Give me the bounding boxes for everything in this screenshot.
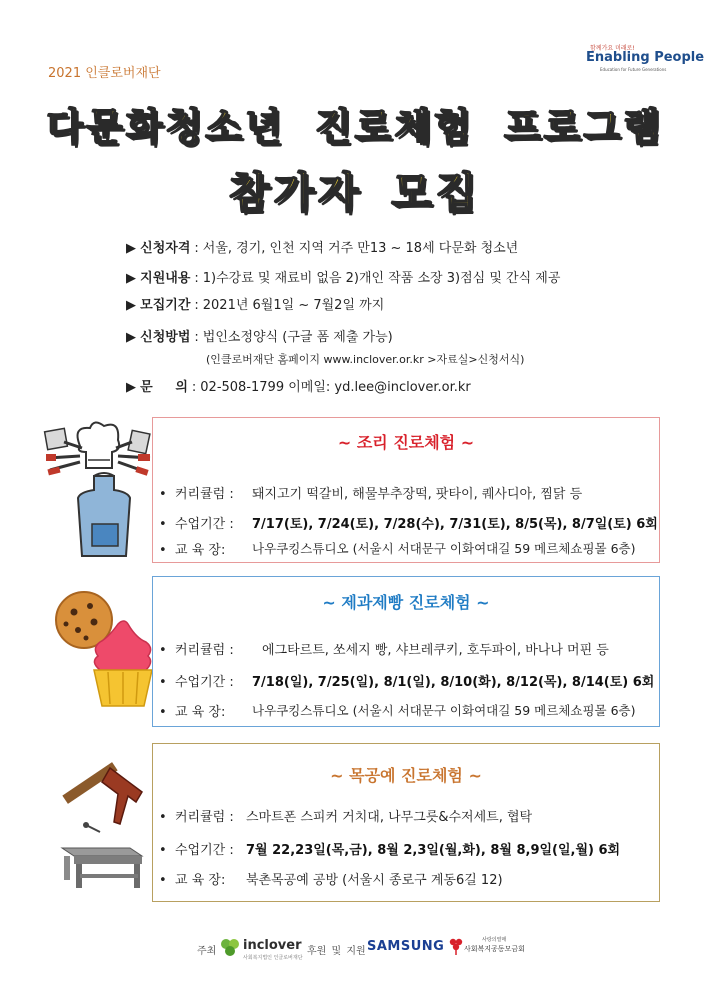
- curriculum-label: 커리큘럼 :: [175, 643, 234, 658]
- place-label: 교 육 장:: [175, 873, 226, 888]
- place-label: 교 육 장:: [175, 543, 226, 558]
- contact-value: 02-508-1799 이메일: yd.lee@inclover.or.kr: [200, 380, 471, 395]
- program-schedule: • 수업기간 : 7/18(일), 7/25(일), 8/1(일), 8/10(화), 8/12(목), 8/14(토) 6회: [159, 671, 234, 690]
- schedule-value: 7/17(토), 7/24(토), 7/28(수), 7/31(토), 8/5(목), 8/7일(토) 6회: [252, 517, 658, 532]
- contact-label: 문 의: [140, 380, 188, 395]
- support-label: 후원 및 지원: [307, 946, 366, 957]
- program-schedule: • 수업기간 : 7/17(토), 7/24(토), 7/28(수), 7/31(토), 8/5(목), 8/7일(토) 6회: [159, 513, 234, 532]
- place-value: 북촌목공예 공방 (서울시 종로구 계동6길 12): [246, 873, 503, 888]
- bullet-icon: ▶: [126, 298, 136, 313]
- woodwork-illustration: [54, 752, 154, 892]
- page-title: 다문화청소년 진로체험 프로그램: [46, 105, 663, 149]
- program-schedule: • 수업기간 : 7월 22,23일(목,금), 8월 2,3일(월,화), 8월 8,9일(일,월) 6회: [159, 839, 234, 858]
- program-curriculum: • 커리큘럼 : 돼지고기 떡갈비, 해물부추장떡, 팟타이, 퀘사디아, 찜닭 등: [159, 483, 234, 502]
- support-value: 1)수강료 및 재료비 없음 2)개인 작품 소장 3)점심 및 간식 제공: [202, 271, 561, 286]
- host-label: 주최: [197, 946, 217, 957]
- program-title: ~ 목공예 진로체험 ~: [330, 766, 482, 785]
- samsung-logo: SAMSUNG: [367, 939, 445, 954]
- method-label: 신청방법: [140, 330, 191, 345]
- sponsor2-name: 사회복지공동모금회: [464, 945, 525, 953]
- host-subtitle: 사회복지법인 인클로버재단: [243, 955, 303, 961]
- cooking-tools-illustration: [42, 418, 154, 558]
- qualification-value: 서울, 경기, 인천 지역 거주 만13 ~ 18세 다문화 청소년: [202, 241, 519, 256]
- page-subtitle: 참가자 모집: [228, 168, 481, 217]
- info-method-note: [206, 351, 524, 367]
- program-curriculum: • 커리큘럼 : 에그타르트, 쏘세지 빵, 샤브레쿠키, 호두파이, 바나나 머핀 등: [159, 639, 234, 658]
- schedule-value: 7/18(일), 7/25(일), 8/1(일), 8/10(화), 8/12(목), 8/14(토) 6회: [252, 675, 655, 690]
- footer-sponsors: [0, 934, 709, 964]
- bakery-illustration: [48, 590, 158, 712]
- info-period: ▶ 모집기간 : 2021년 6월1일 ~ 7월2일 까지: [126, 298, 385, 313]
- info-support: ▶ 지원내용 : 1)수강료 및 재료비 없음 2)개인 작품 소장 3)점심 및 간식 제공: [126, 271, 561, 286]
- schedule-label: 수업기간 :: [175, 675, 234, 690]
- schedule-label: 수업기간 :: [175, 517, 234, 532]
- method-value: 법인소정양식 (구글 폼 제출 가능): [202, 330, 393, 345]
- program-place: • 교 육 장: 북촌목공예 공방 (서울시 종로구 계동6길 12): [159, 869, 225, 888]
- program-woodwork: [152, 743, 660, 902]
- qualification-label: 신청자격: [140, 241, 191, 256]
- curriculum-label: 커리큘럼 :: [175, 487, 234, 502]
- sponsor2-small: 사랑의열매: [482, 937, 507, 943]
- curriculum-value: 돼지고기 떡갈비, 해물부추장떡, 팟타이, 퀘사디아, 찜닭 등: [252, 487, 583, 502]
- period-value: 2021년 6월1일 ~ 7월2일 까지: [202, 298, 385, 313]
- bullet-icon: ▶: [126, 330, 136, 345]
- program-place: • 교 육 장: 나우쿠킹스튜디오 (서울시 서대문구 이화여대길 59 메르체쇼핑몰 6층): [159, 541, 636, 558]
- logo-tagline: 함께가요 미래로!: [590, 45, 635, 52]
- program-cooking: [152, 417, 660, 563]
- program-title: ~ 조리 진로체험 ~: [337, 433, 475, 452]
- place-value: 나우쿠킹스튜디오 (서울시 서대문구 이화여대길 59 메르체쇼핑몰 6층): [252, 541, 636, 556]
- program-baking: [152, 576, 660, 727]
- organizer-label: 2021 인클로버재단: [48, 66, 161, 81]
- bullet-icon: ▶: [126, 241, 136, 256]
- bullet-icon: ▶: [126, 380, 136, 395]
- inclover-logo-icon: [219, 936, 241, 958]
- method-note: (인클로버재단 홈페이지 www.inclover.or.kr >자료실>신청서식): [206, 353, 525, 366]
- info-contact: ▶ 문 의 : 02-508-1799 이메일: yd.lee@inclover.or.kr: [126, 380, 471, 395]
- info-qualification: ▶ 신청자격 : 서울, 경기, 인천 지역 거주 만13 ~ 18세 다문화 청소년: [126, 241, 519, 256]
- curriculum-value: 에그타르트, 쏘세지 빵, 샤브레쿠키, 호두파이, 바나나 머핀 등: [262, 643, 609, 658]
- schedule-value: 7월 22,23일(목,금), 8월 2,3일(월,화), 8월 8,9일(일,월) 6회: [246, 843, 621, 858]
- program-title: ~ 제과제빵 진로체험 ~: [322, 593, 490, 612]
- period-label: 모집기간: [140, 298, 191, 313]
- support-label: 지원내용: [140, 271, 191, 286]
- bullet-icon: ▶: [126, 271, 136, 286]
- host-name: inclover: [243, 938, 302, 953]
- curriculum-value: 스마트폰 스피커 거치대, 나무그릇&수저세트, 협탁: [246, 810, 533, 825]
- curriculum-label: 커리큘럼 :: [175, 810, 234, 825]
- info-method: ▶ 신청방법 : 법인소정양식 (구글 폼 제출 가능): [126, 330, 393, 345]
- program-place: • 교 육 장: 나우쿠킹스튜디오 (서울시 서대문구 이화여대길 59 메르체쇼핑몰 6층): [159, 703, 636, 720]
- program-curriculum: • 커리큘럼 : 스마트폰 스피커 거치대, 나무그릇&수저세트, 협탁: [159, 806, 234, 825]
- schedule-label: 수업기간 :: [175, 843, 234, 858]
- enabling-people-logo: Enabling People: [586, 50, 705, 65]
- place-value: 나우쿠킹스튜디오 (서울시 서대문구 이화여대길 59 메르체쇼핑몰 6층): [252, 703, 636, 718]
- logo-subtitle: Education for Future Generations: [600, 67, 667, 72]
- place-label: 교 육 장:: [175, 705, 226, 720]
- fruit-of-love-icon: [448, 937, 464, 955]
